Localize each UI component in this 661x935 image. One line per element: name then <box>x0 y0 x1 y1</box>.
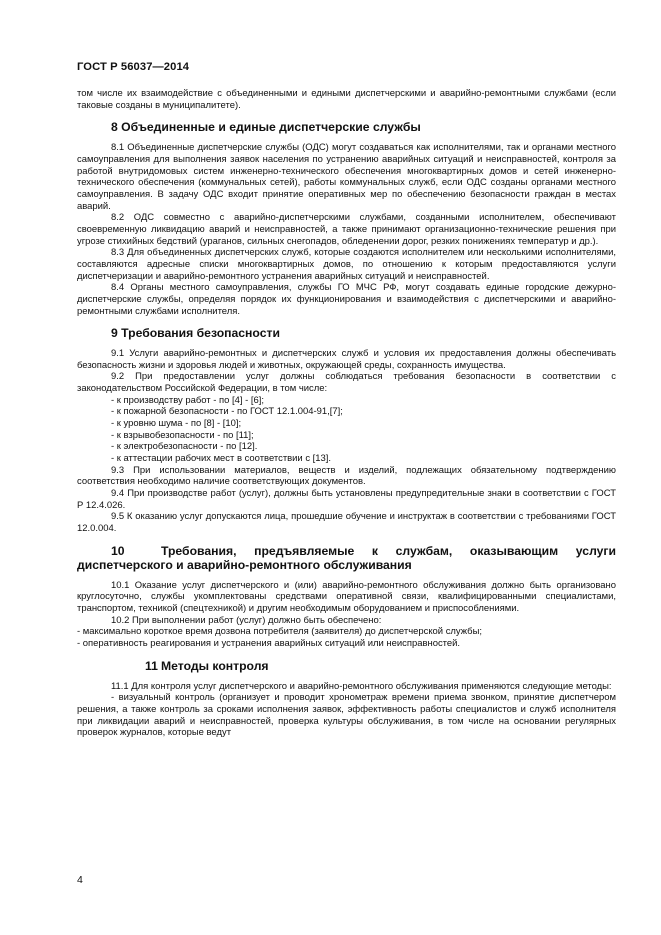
intro-paragraph: том числе их взаимодействие с объединенными и едиными диспетчерскими и аварийно-ремонтными службами (если таковые созданы в муниципалитете). <box>77 88 616 111</box>
list-item: - максимально короткое время дозвона потребителя (заявителя) до диспетчерской службы; <box>77 626 482 638</box>
section-11-heading <box>77 659 616 673</box>
paragraph-11-1: 11.1 Для контроля услуг диспетчерского и аварийно-ремонтного обслуживания применяются следующие методы: <box>111 680 612 692</box>
section-9-heading: 9 Требования безопасности <box>111 326 280 341</box>
paragraph-9-4: 9.4 При производстве работ (услуг), должны быть установлены предупредительные знаки в соответствии с ГОСТ Р 12.4.026. <box>77 488 616 511</box>
paragraph-9-3: 9.3 При использовании материалов, веществ и изделий, подлежащих обязательному подтверждению соответствия необходимо наличие соответствующих документов. <box>77 464 616 488</box>
paragraph-8-1: 8.1 Объединенные диспетчерские службы (ОДС) могут создаваться как исполнителями, так и органами местного самоуправления для выполнения заявок населения по устранению аварийных ситуаций и неисправностей, контроля за работой внутридомовых систем инженерно-технического обеспечения многоквартирных домов и сетей инженерно-технического обеспечения (коммунальных сетей), работы коммунальных служб, если ОДС созданы органами местного самоуправления. В задачу ОДС входит принятие оперативных мер по обеспечению безопасности граждан в местах аварий. <box>77 142 616 212</box>
page-number: 4 <box>77 874 83 886</box>
paragraph-9-5: 9.5 К оказанию услуг допускаются лица, прошедшие обучение и инструктаж в соответствии с требованиями ГОСТ 12.0.004. <box>77 511 616 534</box>
paragraph-9-2: 9.2 При предоставлении услуг должны соблюдаться требования безопасности в соответствии с законодательством Российской Федерации, в том числе: <box>77 371 616 395</box>
section-8-heading: 8 Объединенные и единые диспетчерские службы <box>111 120 421 135</box>
list-item: - к производству работ - по [4] - [6]; <box>111 394 264 406</box>
paragraph-11-2: - визуальный контроль (организует и проводит хронометраж времени приема звонком, принятие диспетчером решения, а также контроль за сроками исполнения заявок, эффективность работы специалистов и служб исполнителя при ликвидации аварий и неисправностей, проверка культуры обслуживания, в том числе на основании регулярных проверок журналов, которые ведут <box>77 692 616 739</box>
safety-requirements-list <box>77 395 616 465</box>
paragraph-8-3: 8.3 Для объединенных диспетчерских служб, которые создаются исполнителем или несколькими исполнителями, составляются адресные списки многоквартирных домов, по отношению к которым предоставляются услуги диспетчеризации и аварийно-ремонтного устранения аварийных ситуаций и неисправностей. <box>77 247 616 282</box>
document-body <box>77 88 616 739</box>
paragraph-9-1: 9.1 Услуги аварийно-ремонтных и диспетчерских служб и условия их предоставления должны обеспечивать безопасность жизни и здоровья людей и животных, окружающей среды, сохранность имущества. <box>77 348 616 371</box>
list-item: - оперативность реагирования и устранения аварийных ситуаций или неисправностей. <box>77 637 461 649</box>
list-item: - к уровню шума - по [8] - [10]; <box>111 418 242 430</box>
list-item: - к аттестации рабочих мест в соответствии с [13]. <box>111 453 332 465</box>
paragraph-8-2: 8.2 ОДС совместно с аварийно-диспетчерскими службами, созданными исполнителем, обеспечивают своевременную ликвидацию аварий и неисправностей, а также принимают организационно-технические решения при угрозе стихийных бедствий (ураганов, сильных снегопадов, обледенении дорог, резких понижениях температур и др.). <box>77 212 616 247</box>
list-item: - к электробезопасности - по [12]. <box>111 441 258 453</box>
paragraph-10-2: 10.2 При выполнении работ (услуг) должно быть обеспечено: <box>111 614 382 626</box>
paragraph-8-4: 8.4 Органы местного самоуправления, службы ГО МЧС РФ, могут создавать единые городские дежурно-диспетчерские службы, определяя порядок их функционирования и взаимодействия с диспетчерскими и аварийно-ремонтными службами исполнителя. <box>77 282 616 317</box>
section-10-title: Требования, предъявляемые к службам, оказывающим услуги диспетчерского и аварийно-ремонтного обслуживания <box>77 543 616 572</box>
document-code: ГОСТ Р 56037—2014 <box>77 61 190 73</box>
list-item: - к пожарной безопасности - по ГОСТ 12.1.004-91,[7]; <box>111 406 343 418</box>
paragraph-10-1: 10.1 Оказание услуг диспетчерского и (или) аварийно-ремонтного обслуживания должно быть организовано круглосуточно, службы укомплектованы средствами оперативной связи, квалифицированными специалистами, транспортом, техникой (спецтехникой) и другим необходимым оборудованием и приспособлениями. <box>77 579 616 614</box>
section-11-title: Методы контроля <box>161 658 269 673</box>
section-11-number: 11 <box>145 658 158 673</box>
list-item: - к взрывобезопасности - по [11]; <box>111 429 254 441</box>
section-10-number: 10 <box>111 543 125 558</box>
section-10-heading <box>77 544 616 572</box>
